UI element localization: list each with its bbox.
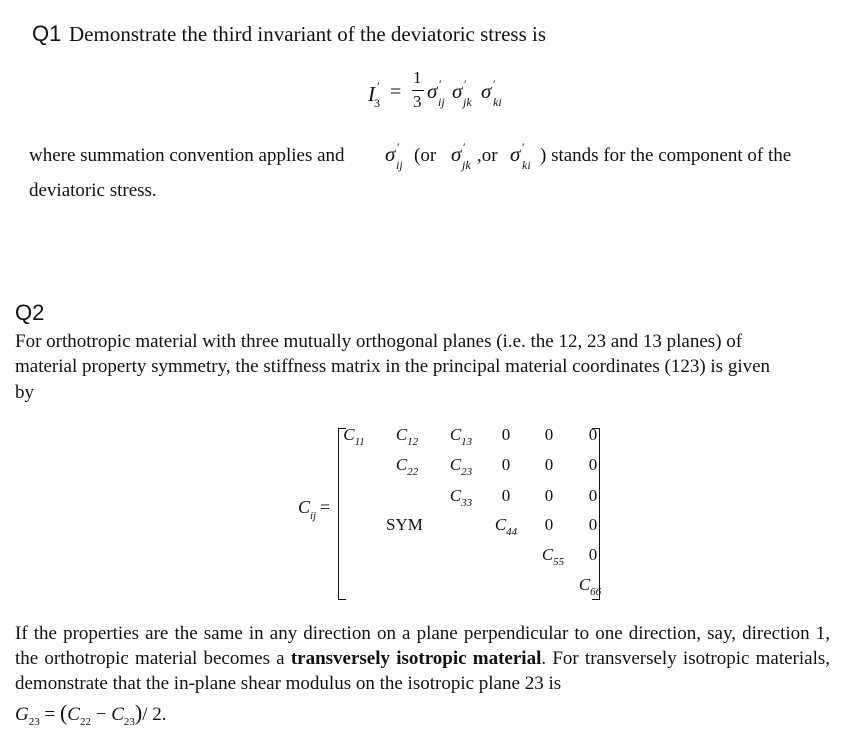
cell-zero: 0 [588, 545, 598, 564]
body-prime-ki: ′ [522, 140, 525, 154]
cell-c33: $C_{33}$ [449, 486, 473, 509]
eq-lhs-sub: 3 [374, 96, 380, 110]
matrix-equals: = [320, 497, 331, 517]
cell-zero: 0 [588, 425, 598, 444]
cell-c12: $C_{12}$ [395, 425, 419, 448]
cell-zero: 0 [501, 455, 511, 474]
matrix-sym-label: SYM [386, 515, 423, 534]
eq-sigma-1: σ [427, 79, 438, 103]
eq-prime-2: ′ [464, 77, 467, 91]
body-prime-ij: ′ [397, 140, 400, 154]
eq-prime-3: ′ [493, 77, 496, 91]
eq-frac-num: 1 [413, 68, 422, 87]
matrix-lhs-sub: ij [310, 510, 317, 522]
eq-equals: = [390, 81, 402, 103]
q2-final-bold: transversely isotropic material [290, 648, 542, 669]
eq-frac-den: 3 [413, 92, 422, 111]
cell-c44: $C_{44}$ [494, 515, 518, 538]
q2-final-part2: . For transversely isotropic materials, demonstrate that the in-plane shear modulus on the isotropic plane 23 is [15, 648, 830, 694]
body-sub-jk: jk [462, 158, 471, 172]
cell-zero: 0 [588, 455, 598, 474]
cell-zero: 0 [544, 425, 554, 444]
q2-intro-line2: material property symmetry, the stiffness matrix in the principal material coordinates (123) is given [15, 356, 771, 377]
eq-sigma-2: σ [452, 79, 463, 103]
matrix-lhs: C [298, 497, 311, 517]
body-prime-jk: ′ [463, 140, 466, 154]
eq-sigma-3: σ [481, 79, 492, 103]
cell-zero: 0 [588, 486, 598, 505]
cell-zero: 0 [544, 455, 554, 474]
cell-c66: $C_{66}$ [578, 575, 602, 598]
eq-sub-jk: jk [463, 95, 472, 109]
q1-body-part1: where summation convention applies and [29, 145, 345, 166]
cell-zero: 0 [588, 515, 598, 534]
eq-frac-bar [412, 90, 424, 91]
q2-intro-line3: by [15, 382, 34, 403]
cell-zero: 0 [544, 515, 554, 534]
eq-prime-1: ′ [439, 77, 442, 91]
body-sigma-ij: σ [385, 142, 396, 166]
cell-c22: $C_{22}$ [395, 455, 419, 478]
eq-sub-ki: ki [493, 95, 502, 109]
q1-label: Q1 [32, 21, 62, 46]
q2-intro-line1: For orthotropic material with three mutually orthogonal planes (i.e. the 12, 23 and 13 planes) of [15, 331, 743, 352]
q1-title: Demonstrate the third invariant of the deviatoric stress is [69, 22, 547, 46]
cell-c23: $C_{23}$ [449, 455, 473, 478]
body-sub-ki: ki [522, 158, 531, 172]
body-sigma-jk: σ [451, 142, 462, 166]
q1-body-part2: (or [414, 145, 437, 166]
q2-final-part1: If the properties are the same in any direction on a plane perpendicular to one direction, say, direction 1, the orthotropic material becomes a [15, 623, 830, 669]
q1-body-line2: deviatoric stress. [29, 180, 157, 201]
cell-c13: $C_{13}$ [449, 425, 473, 448]
cell-zero: 0 [501, 425, 511, 444]
body-sub-ij: ij [396, 158, 403, 172]
q1-body-part3: ,or [477, 145, 498, 166]
cell-c11: $C_{11}$ [343, 425, 365, 448]
eq-lhs: I [368, 82, 375, 106]
q1-body-part4: ) stands for the component of the [540, 145, 792, 166]
eq-sub-ij: ij [438, 95, 445, 109]
matrix-left-bracket [338, 428, 346, 600]
q2-final-paragraph [15, 621, 830, 696]
body-sigma-ki: σ [510, 142, 521, 166]
cell-zero: 0 [501, 486, 511, 505]
eq-lhs-prime: ′ [377, 79, 380, 94]
q2-formula: $G_{23} = (C_{22} - C_{23})/$ 2. [15, 700, 167, 728]
cell-zero: 0 [544, 486, 554, 505]
cell-c55: $C_{55}$ [541, 545, 565, 568]
q2-label: Q2 [15, 300, 45, 325]
